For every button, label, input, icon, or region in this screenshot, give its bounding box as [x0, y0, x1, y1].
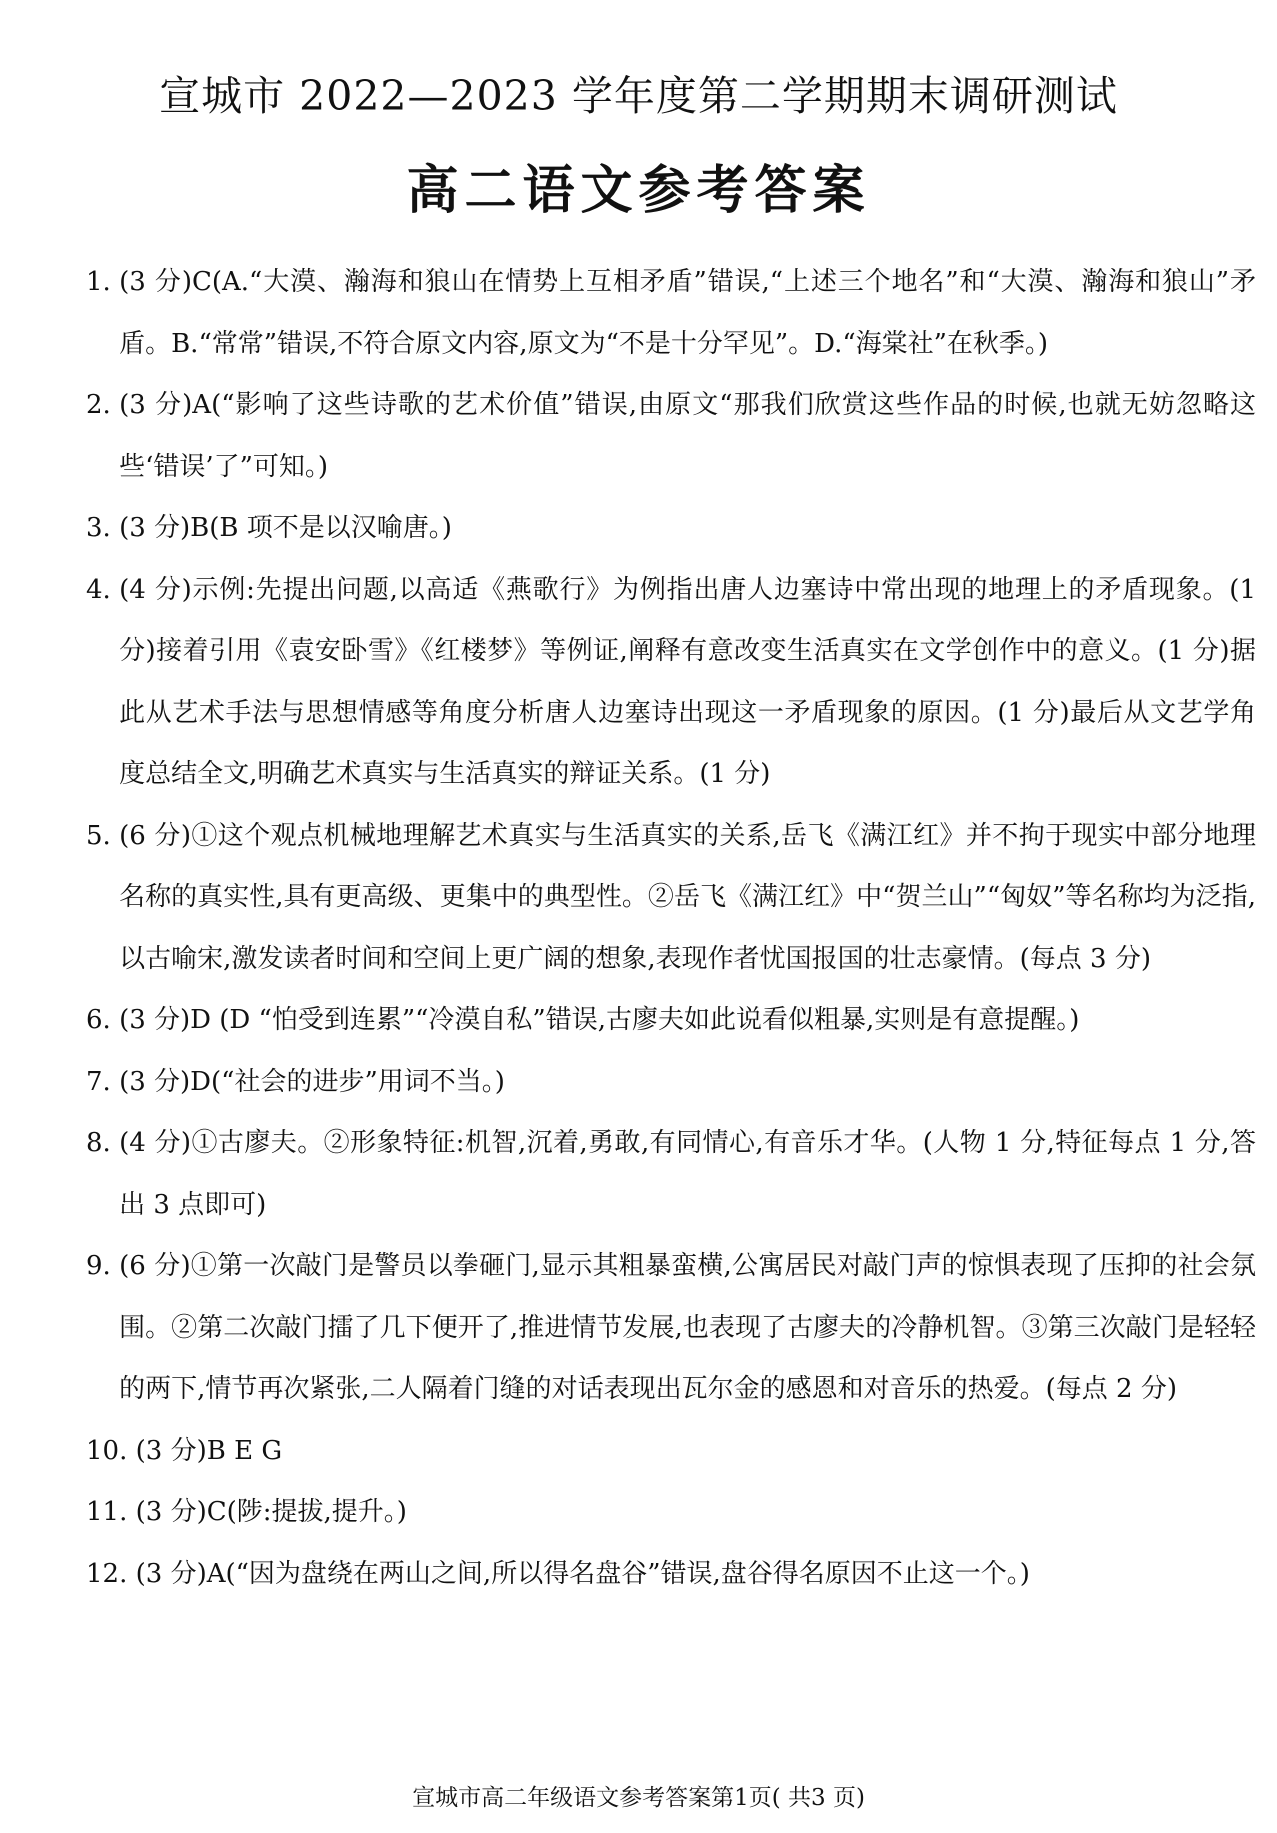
answer-item-8 [86, 1113, 1256, 1236]
answer-number: 10. [86, 1435, 136, 1466]
answer-text: (3 分)C(A.“大漠、瀚海和狼山在情势上互相矛盾”错误,“上述三个地名”和“大漠、瀚海和狼山”矛盾。B.“常常”错误,不符合原文内容,原文为“不是十分罕见”。D.“海棠社”在秋季。) [119, 267, 1256, 359]
answer-number: 4. [86, 574, 120, 605]
answer-text: (6 分)①第一次敲门是警员以拳砸门,显示其粗暴蛮横,公寓居民对敲门声的惊惧表现了压抑的社会氛围。②第二次敲门擂了几下便开了,推进情节发展,也表现了古廖夫的冷静机智。③第三次敲门是轻轻的两下,情节再次紧张,二人隔着门缝的对话表现出瓦尔金的感恩和对音乐的热爱。(每点 2 分) [119, 1251, 1256, 1404]
page-footer: 宣城市高二年级语文参考答案第1页( 共3 页) [412, 1785, 865, 1811]
answer-item-2 [86, 375, 1256, 498]
answer-item-7 [86, 1052, 1256, 1114]
answer-text: (3 分)B(B 项不是以汉喻唐。) [119, 513, 452, 543]
answer-text: (4 分)①古廖夫。②形象特征:机智,沉着,勇敢,有同情心,有音乐才华。(人物 1 分,特征每点 1 分,答出 3 点即可) [119, 1128, 1256, 1220]
answer-item-3 [86, 498, 1256, 560]
answer-item-1 [86, 252, 1256, 375]
answer-number: 6. [86, 1005, 120, 1035]
answer-item-10 [86, 1421, 1256, 1483]
answer-text: (3 分)C(陟:提拔,提升。) [135, 1497, 407, 1527]
answer-item-4 [86, 560, 1256, 806]
answer-text: (6 分)①这个观点机械地理解艺术真实与生活真实的关系,岳飞《满江红》并不拘于现实中部分地理名称的真实性,具有更高级、更集中的典型性。②岳飞《满江红》中“贺兰山”“匈奴”等名称均为泛指,以古喻宋,激发读者时间和空间上更广阔的想象,表现作者忧国报国的壮志豪情。(每点 3 分) [119, 820, 1256, 974]
answer-number: 1. [86, 267, 120, 297]
answer-item-6 [86, 990, 1256, 1052]
answer-item-5 [86, 806, 1256, 991]
answer-number: 11. [86, 1497, 136, 1527]
answer-item-12 [86, 1544, 1256, 1606]
answer-number: 9. [86, 1251, 120, 1281]
answer-number: 3. [86, 513, 120, 543]
answer-number: 5. [86, 820, 120, 851]
answer-list [86, 252, 1256, 1605]
answer-number: 7. [86, 1066, 120, 1097]
answer-number: 12. [86, 1558, 136, 1589]
page-title: 宣城市 2022—2023 学年度第二学期期末调研测试 [159, 72, 1118, 120]
answer-number: 8. [86, 1128, 120, 1158]
answer-text: (3 分)A(“因为盘绕在两山之间,所以得名盘谷”错误,盘谷得名原因不止这一个。) [135, 1558, 1030, 1589]
page-subtitle: 高二语文参考答案 [406, 161, 871, 221]
answer-item-11 [86, 1482, 1256, 1544]
answer-text: (3 分)B E G [135, 1435, 283, 1466]
answer-text: (3 分)A(“影响了这些诗歌的艺术价值”错误,由原文“那我们欣赏这些作品的时候,也就无妨忽略这些‘错误’了”可知。) [119, 390, 1256, 482]
answer-text: (3 分)D (D “怕受到连累”“冷漠自私”错误,古廖夫如此说看似粗暴,实则是有意提醒。) [119, 1005, 1080, 1035]
answer-text: (4 分)示例:先提出问题,以高适《燕歌行》为例指出唐人边塞诗中常出现的地理上的矛盾现象。(1 分)接着引用《袁安卧雪》《红楼梦》等例证,阐释有意改变生活真实在文学创作中的意义。(1 分)据此从艺术手法与思想情感等角度分析唐人边塞诗出现这一矛盾现象的原因。(1 分)最后从文艺学角度总结全文,明确艺术真实与生活真实的辩证关系。(1 分) [119, 574, 1256, 789]
answer-number: 2. [86, 390, 120, 420]
answer-text: (3 分)D(“社会的进步”用词不当。) [119, 1066, 505, 1097]
answer-item-9 [86, 1236, 1256, 1421]
